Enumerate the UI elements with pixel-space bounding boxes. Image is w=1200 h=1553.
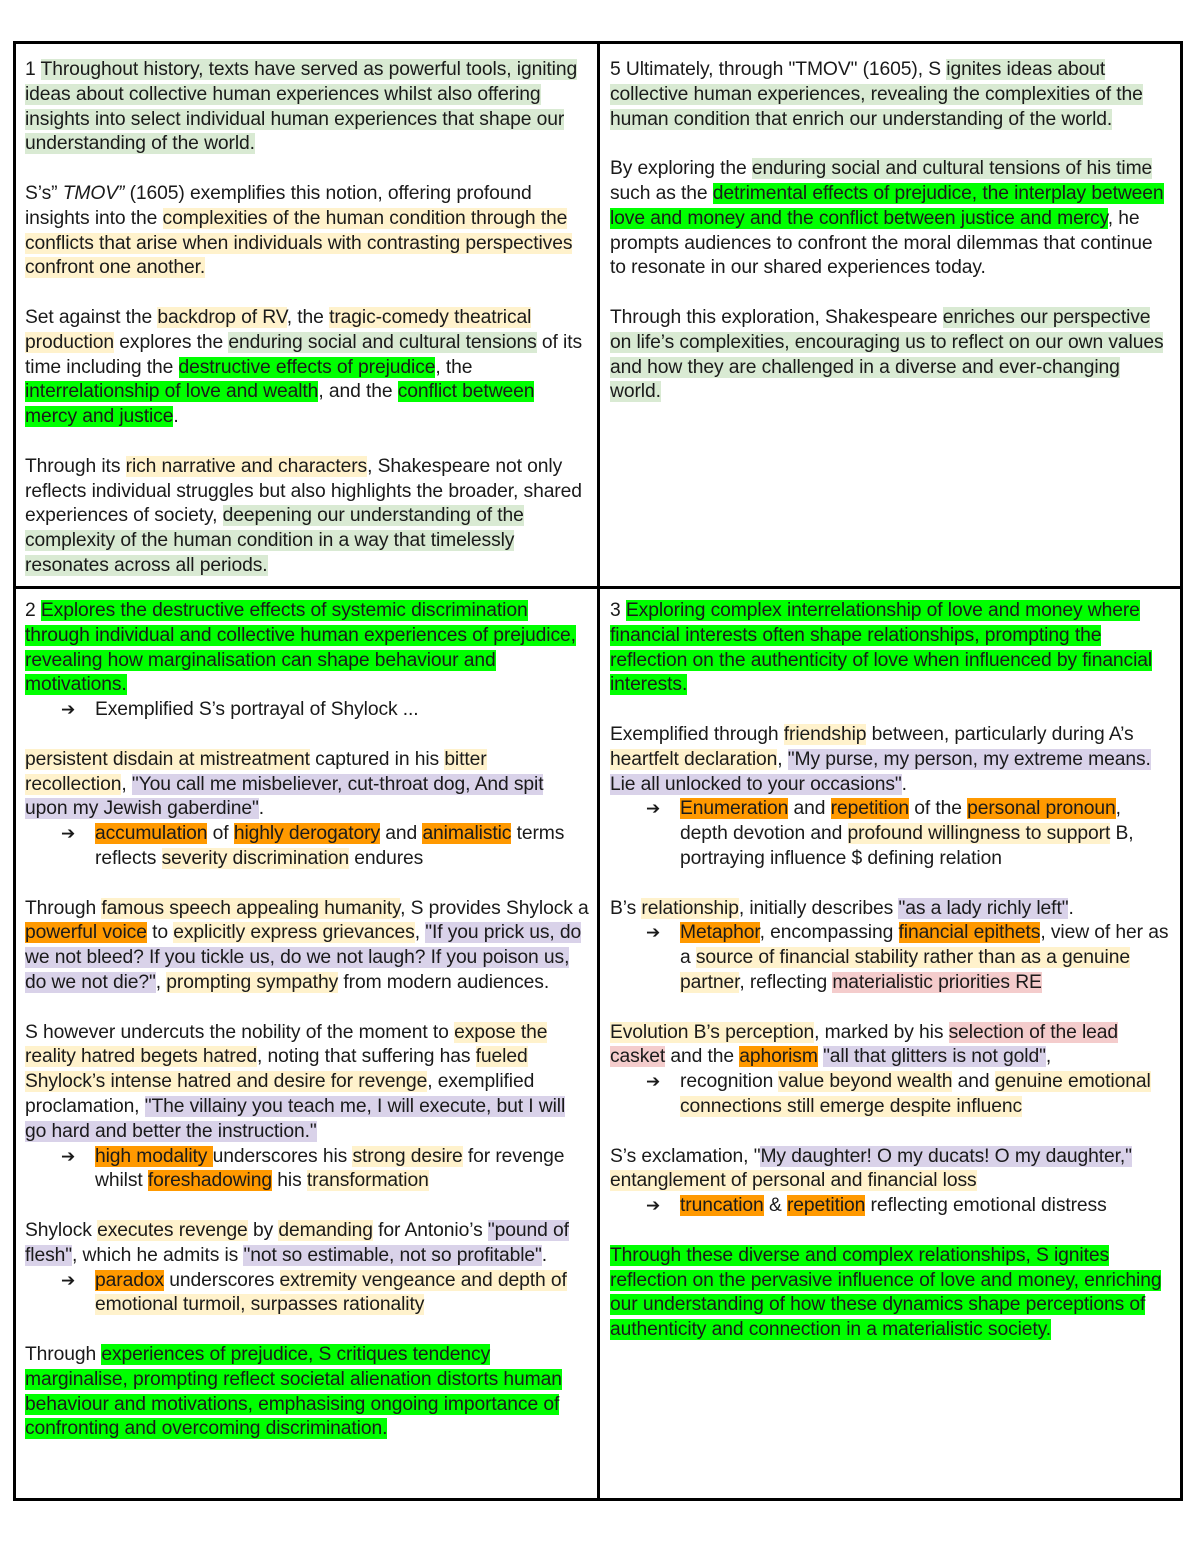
bullet-metaphor: ➔ Metaphor, encompassing financial epithets, view of her as a source of financial stability rather than as a genuine partner, reflecting materialistic priorities RE xyxy=(646,922,1169,993)
arrow-icon: ➔ xyxy=(61,1146,76,1167)
arrow-icon: ➔ xyxy=(646,1196,661,1217)
love-evidence-1: Exemplified through friendship between, particularly during A’s heartfelt declaration, "My purse, my person, my extreme means. Lie all unlocked to your occasions". xyxy=(610,723,1151,795)
arrow-icon: ➔ xyxy=(61,700,76,721)
prejudice-topic: 2 Explores the destructive effects of systemic discrimination through individual and collective human experiences of prejudice, revealing how marginalisation can shape behaviour and motivations. xyxy=(25,600,576,696)
prejudice-evidence-4: Shylock executes revenge by demanding for Antonio’s "pound of flesh", which he admits is "not so estimable, not so profitable". xyxy=(25,1219,569,1266)
cell-love-money xyxy=(600,589,1180,1498)
cell-introduction xyxy=(16,44,600,589)
cell-prejudice xyxy=(16,589,600,1498)
arrow-icon: ➔ xyxy=(646,799,661,820)
arrow-icon: ➔ xyxy=(61,1270,76,1291)
prejudice-evidence-3: S however undercuts the nobility of the moment to expose the reality hatred begets hatred, noting that suffering has fueled Shylock’s intense hatred and desire for revenge, exemplified proclamation, "The villainy you teach me, I will execute, but I will go hard and better the instruction." xyxy=(25,1021,566,1142)
bullet-truncation: ➔ truncation & repetition reflecting emotional distress xyxy=(610,1194,1172,1219)
arrow-icon: ➔ xyxy=(61,824,76,845)
prejudice-evidence-1: persistent disdain at mistreatment captured in his bitter recollection, "You call me misbeliever, cut-throat dog, And spit upon my Jewish gaberdine". xyxy=(25,748,544,820)
intro-thesis: 1 Throughout history, texts have served as powerful tools, igniting ideas about collective human experiences whilst also offering insights into select individual human experiences that shape our understanding of the world. xyxy=(25,59,578,155)
conclusion-reflection: Through this exploration, Shakespeare enriches our perspective on life’s complexities, encouraging us to reflect on our own values and how they are challenged in a diverse and ever-changing world. xyxy=(610,306,1164,403)
intro-context: S’s” TMOV” (1605) exemplifies this notion, offering profound insights into the complexities of the human condition through the conflicts that arise when individuals with contrasting perspectives confront one another. xyxy=(25,182,573,279)
prejudice-evidence-2: Through famous speech appealing humanity, S provides Shylock a powerful voice to explicitly express grievances, "If you prick us, do we not bleed? If you tickle us, do we not laugh? If you poison us, do we not die?", prompting sympathy from modern audiences. xyxy=(25,897,589,993)
bullet-high-modality: ➔ high modality underscores his strong desire for revenge whilst foreshadowing his transformation xyxy=(61,1145,565,1192)
love-evidence-4: S’s exclamation, "My daughter! O my ducats! O my daughter," entanglement of personal and financial loss xyxy=(610,1145,1132,1192)
love-topic: 3 Exploring complex interrelationship of love and money where financial interests often shape relationships, prompting the reflection on the authenticity of love when influenced by financial interests. xyxy=(610,600,1153,696)
love-evidence-2: B’s relationship, initially describes "as a lady richly left". xyxy=(610,897,1074,919)
bullet-recognition: ➔ recognition value beyond wealth and genuine emotional connections still emerge despite influenc xyxy=(646,1071,1151,1117)
arrow-icon: ➔ xyxy=(646,1072,661,1093)
cell-conclusion xyxy=(600,44,1180,589)
intro-narrative: Through its rich narrative and characters, Shakespeare not only reflects individual struggles but also highlights the broader, shared experiences of society, deepening our understanding of the complexity of the human condition in a way that timelessly resonates across all periods. xyxy=(25,455,582,576)
arrow-icon: ➔ xyxy=(646,923,661,944)
bullet-shylock-portrayal: ➔ Exemplified S’s portrayal of Shylock ... xyxy=(25,698,589,723)
conclusion-tensions: By exploring the enduring social and cultural tensions of his time such as the detrimental effects of prejudice, the interplay between love and money and the conflict between justice and mercy, he prompts audiences to confront the moral dilemmas that continue to resonate in our shared experiences today. xyxy=(610,158,1164,279)
love-evidence-3: Evolution B’s perception, marked by his selection of the lead casket and the aphorism "all that glitters is not gold", xyxy=(610,1021,1119,1068)
intro-setting: Set against the backdrop of RV, the tragic-comedy theatrical production explores the enduring social and cultural tensions of its time including the destructive effects of prejudice, the interrelationship of love and wealth, and the conflict between mercy and justice. xyxy=(25,306,583,428)
prejudice-conclusion: Through experiences of prejudice, S critiques tendency marginalise, prompting reflect societal alienation distorts human behaviour and motivations, emphasising ongoing importance of confronting and overcoming discrimination. xyxy=(25,1343,562,1440)
bullet-paradox: ➔ paradox underscores extremity vengeance and depth of emotional turmoil, surpasses rationality xyxy=(61,1269,567,1316)
bullet-enumeration: ➔ Enumeration and repetition of the personal pronoun, depth devotion and profound willingness to support B, portraying influence $ defining relation xyxy=(646,798,1134,869)
notes-table xyxy=(13,41,1183,1501)
bullet-accumulation: ➔ accumulation of highly derogatory and animalistic terms reflects severity discrimination endures xyxy=(61,823,565,869)
conclusion-thesis: 5 Ultimately, through "TMOV" (1605), S ignites ideas about collective human experiences, revealing the complexities of the human condition that enrich our understanding of the world. xyxy=(610,59,1143,130)
love-conclusion: Through these diverse and complex relationships, S ignites reflection on the pervasive influence of love and money, enriching our understanding of how these dynamics shape perceptions of authenticity and connection in a materialistic society. xyxy=(610,1244,1162,1341)
